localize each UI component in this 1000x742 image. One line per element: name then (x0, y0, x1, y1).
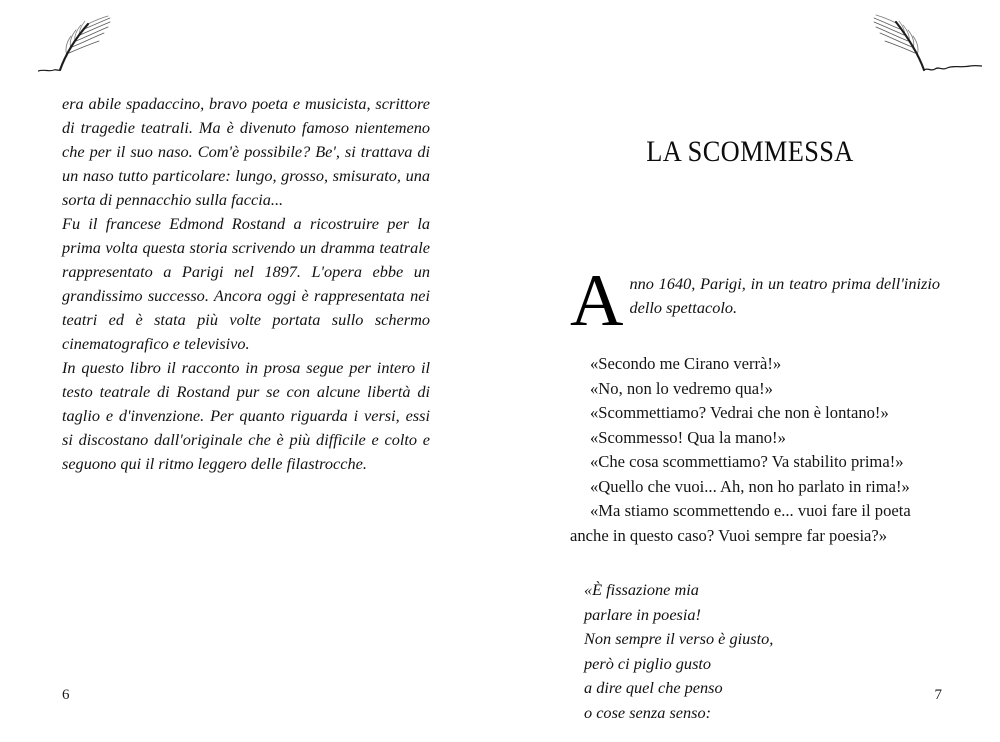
paragraph: era abile spadaccino, bravo poeta e musicista, scrittore di tragedie teatrali. Ma è divenuto famoso nientemeno che per il suo naso. Com'è possibile? Be', si trattava di un naso tutto particolare: lungo, grosso, smisurato, una sorta di pennacchio sulla faccia... (62, 94, 430, 209)
verse-line: o cose senza senso: (584, 702, 712, 722)
chapter-title: LA SCOMMESSA (646, 135, 854, 168)
verse-line: però ci piglio gusto (584, 653, 712, 673)
opening-paragraph (570, 260, 940, 342)
dialogue-line: «Quello che vuoi... Ah, non ho parlato in rima!» (590, 476, 910, 496)
opening-text: nno 1640, Parigi, in un teatro prima dell'inizio dello spettacolo. (629, 274, 940, 317)
verse-line: parlare in poesia! (584, 604, 701, 624)
quill-feather-icon (862, 8, 982, 80)
dialogue-line: «Scommesso! Qua la mano!» (590, 427, 786, 447)
left-page-body (62, 92, 430, 476)
verse-line: Non sempre il verso è giusto, (584, 629, 774, 648)
paragraph: In questo libro il racconto in prosa segue per intero il testo teatrale di Rostand pur se con alcune libertà di taglio e d'invenzione. Per quanto riguarda i versi, essi si discostano dall'originale che è più difficile e colto e seguono qui il ritmo leggero delle filastrocche. (62, 358, 430, 473)
page-number-right: 7 (934, 687, 942, 703)
dialogue-line: «Ma stiamo scommettendo e... vuoi fare il poeta anche in questo caso? Vuoi sempre far poesia?» (570, 501, 911, 545)
verse-line: «È fissazione mia (584, 580, 699, 599)
page-number-left: 6 (62, 687, 70, 703)
dialogue-block (570, 352, 940, 548)
verse-line: a dire quel che penso (584, 678, 723, 697)
quill-feather-icon (38, 8, 158, 80)
paragraph: Fu il francese Edmond Rostand a ricostruire per la prima volta questa storia scrivendo un dramma teatrale rappresentato a Parigi nel 1897. L'opera ebbe un grandissimo successo. Ancora oggi è rappresentata nei teatri ed è stata più volte portata sullo schermo cinematografico e televisivo. (62, 214, 430, 353)
verse-block (570, 578, 940, 725)
right-page (500, 0, 1000, 742)
drop-cap: A (570, 260, 624, 342)
dialogue-line: «Che cosa scommettiamo? Va stabilito prima!» (590, 452, 904, 471)
right-page-body (570, 260, 940, 725)
dialogue-line: «Secondo me Cirano verrà!» (590, 354, 782, 373)
dialogue-line: «Scommettiamo? Vedrai che non è lontano!» (590, 403, 889, 422)
dialogue-line: «No, non lo vedremo qua!» (590, 378, 773, 398)
